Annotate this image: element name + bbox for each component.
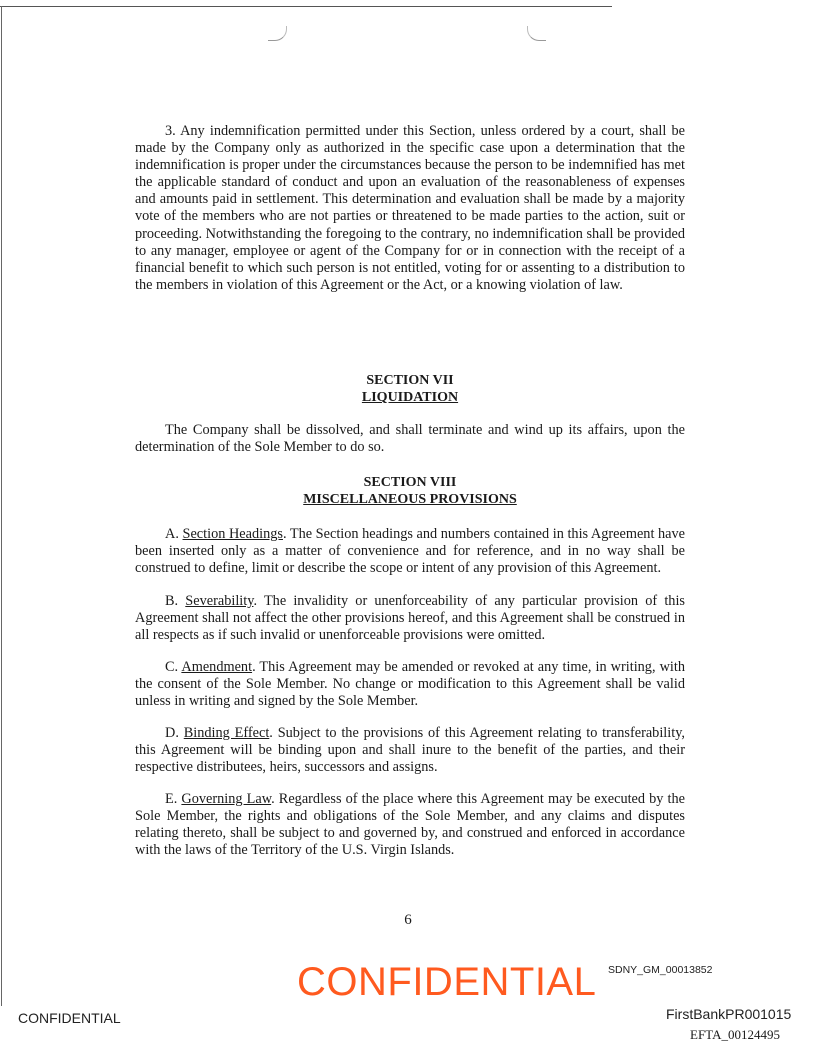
provision-b [135, 593, 685, 644]
provision-heading: Binding Effect [183, 725, 270, 741]
provision-letter: D. [165, 725, 179, 741]
provision-text: . The Section headings and numbers contained in this Agreement have been inserted only as a matter of convenience and for reference, and in no way shall be construed to define, limit or describe the scope or intent of any provision of this Agreement. [135, 526, 685, 577]
provision-text: . Subject to the provisions of this Agreement relating to transferability, this Agreement will be binding upon and shall inure to the benefit of the parties, and their respective distributees, heirs, successors and assigns. [135, 725, 686, 776]
section-number: SECTION VIII [363, 475, 457, 490]
section-8-heading [135, 474, 685, 508]
provision-e [135, 791, 685, 859]
bates-firstbank: FirstBankPR001015 [666, 1006, 792, 1022]
indemnification-paragraph-3 [135, 123, 685, 294]
provision-letter: A. [165, 526, 179, 542]
provision-text: . This Agreement may be amended or revoked at any time, in writing, with the consent of the Sole Member. No change or modification to this Agreement shall be valid unless in writing and signed by the Sole Member. [135, 659, 685, 710]
section-7-heading [135, 372, 685, 406]
section-number: SECTION VII [366, 373, 454, 388]
top-border-line [0, 6, 612, 7]
provision-c [135, 659, 685, 710]
provision-heading: Severability [185, 593, 254, 609]
bates-sdny: SDNY_GM_00013852 [608, 964, 713, 976]
provision-a [135, 526, 685, 577]
provision-text: . Regardless of the place where this Agreement may be executed by the Sole Member, the rights and obligations of the Sole Member, and any claims and disputes relating thereto, shall be subject to and governed by, and construed and enforced in accordance with the laws of the Territory of the U.S. Virgin Islands. [135, 791, 685, 859]
paragraph-text: 3. Any indemnification permitted under this Section, unless ordered by a court, shall be made by the Company only as authorized in the specific case upon a determination that the indemnification is proper under the circumstances because the person to be indemnified has met the applicable standard of conduct and upon an evaluation of the reasonableness of expenses and amounts paid in settlement. This determination and evaluation shall be made by a majority vote of the members who are not parties or threatened to be made parties to the action, suit or proceeding. Notwithstanding the foregoing to the contrary, no indemnification shall be provided to any manager, employee or agent of the Company for or in connection with the receipt of a financial benefit to which such person is not entitled, voting for or assenting to a distribution to the members in violation of this Agreement or the Act, or a knowing violation of law. [135, 123, 685, 293]
section-title: LIQUIDATION [361, 390, 459, 405]
provision-heading: Governing Law [181, 791, 272, 807]
left-border-line [1, 6, 2, 1006]
paragraph-text: The Company shall be dissolved, and shall terminate and wind up its affairs, upon the determination of the Sole Member to do so. [135, 422, 685, 456]
provision-letter: E. [165, 791, 178, 807]
scan-mark-right [527, 26, 546, 41]
scan-mark-left [268, 26, 287, 41]
provision-text: . The invalidity or unenforceability of any particular provision of this Agreement shall not affect the other provisions hereof, and this Agreement shall be construed in all respects as if such invalid or unenforceable provisions were omitted. [135, 593, 685, 644]
confidential-stamp: CONFIDENTIAL [297, 960, 597, 1004]
provision-heading: Section Headings [182, 526, 283, 542]
provision-letter: C. [165, 659, 179, 675]
confidential-label: CONFIDENTIAL [18, 1010, 121, 1026]
section-7-body [135, 422, 685, 456]
section-title: MISCELLANEOUS PROVISIONS [303, 492, 517, 507]
page-number: 6 [404, 912, 412, 928]
provision-d [135, 725, 685, 776]
efta-number: EFTA_00124495 [690, 1027, 780, 1042]
provision-heading: Amendment [181, 659, 253, 675]
provision-letter: B. [165, 593, 179, 609]
